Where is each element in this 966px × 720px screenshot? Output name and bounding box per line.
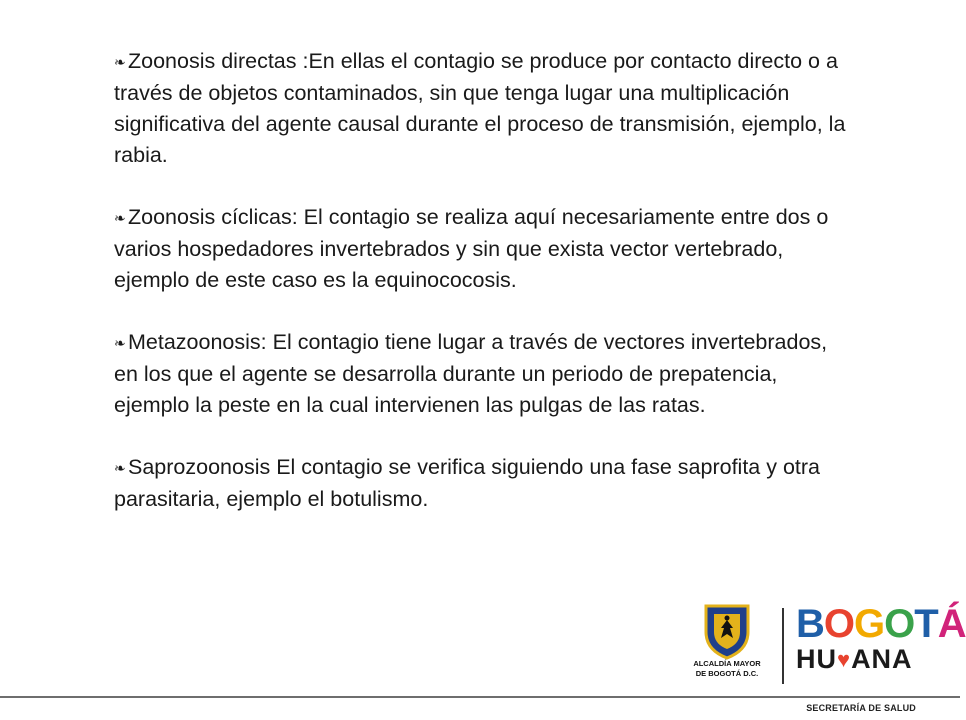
bogota-coat-of-arms-icon <box>702 602 752 660</box>
paragraph-text: Zoonosis cíclicas: El contagio se realiza aquí necesariamente entre dos o varios hospedadores invertebrados y sin que exista vector vertebrado, ejemplo de este caso es la equinococosis. <box>114 205 829 292</box>
slide-body <box>114 46 854 546</box>
leaf-bullet-icon: ❧ <box>114 335 126 351</box>
bogota-wordmark <box>796 604 966 644</box>
bogota-letter: G <box>854 602 885 646</box>
leaf-bullet-icon: ❧ <box>114 54 126 70</box>
bogota-letter: Á <box>937 602 966 646</box>
leaf-bullet-icon: ❧ <box>114 210 126 226</box>
secretaria-de-salud-label: SECRETARÍA DE SALUD <box>806 703 916 713</box>
bogota-letter: O <box>884 602 915 646</box>
paragraph-text: Saprozoonosis El contagio se verifica siguiendo una fase saprofita y otra parasitaria, ejemplo el botulismo. <box>114 455 820 511</box>
alcaldia-line-1: ALCALDÍA MAYOR <box>693 659 761 668</box>
humana-prefix: HU <box>796 644 837 674</box>
bogota-letter: B <box>796 602 824 646</box>
paragraph-zoonosis-ciclicas <box>114 202 854 296</box>
logo-divider <box>782 608 784 684</box>
humana-suffix: ANA <box>851 644 913 674</box>
alcaldia-line-2: DE BOGOTÁ D.C. <box>695 669 759 678</box>
footer-divider <box>0 696 960 698</box>
paragraph-zoonosis-directas <box>114 46 854 171</box>
leaf-bullet-icon: ❧ <box>114 460 126 476</box>
alcaldia-mayor-label <box>680 659 774 679</box>
paragraph-saprozoonosis <box>114 452 854 515</box>
bogota-letter: T <box>914 602 938 646</box>
humana-wordmark <box>796 644 913 675</box>
paragraph-text: Zoonosis directas :En ellas el contagio se produce por contacto directo o a través de objetos contaminados, sin que tenga lugar una multiplicación significativa del agente causal durante el proceso de transmisión, ejemplo, la rabia. <box>114 49 846 167</box>
paragraph-text: Metazoonosis: El contagio tiene lugar a través de vectores invertebrados, en los que el agente se desarrolla durante un periodo de prepatencia, ejemplo la peste en la cual intervienen las pulgas de las ratas. <box>114 330 828 417</box>
paragraph-metazoonosis <box>114 327 854 421</box>
heart-icon: ♥ <box>837 647 852 672</box>
bogota-letter: O <box>823 602 855 646</box>
logo-area <box>680 598 966 690</box>
